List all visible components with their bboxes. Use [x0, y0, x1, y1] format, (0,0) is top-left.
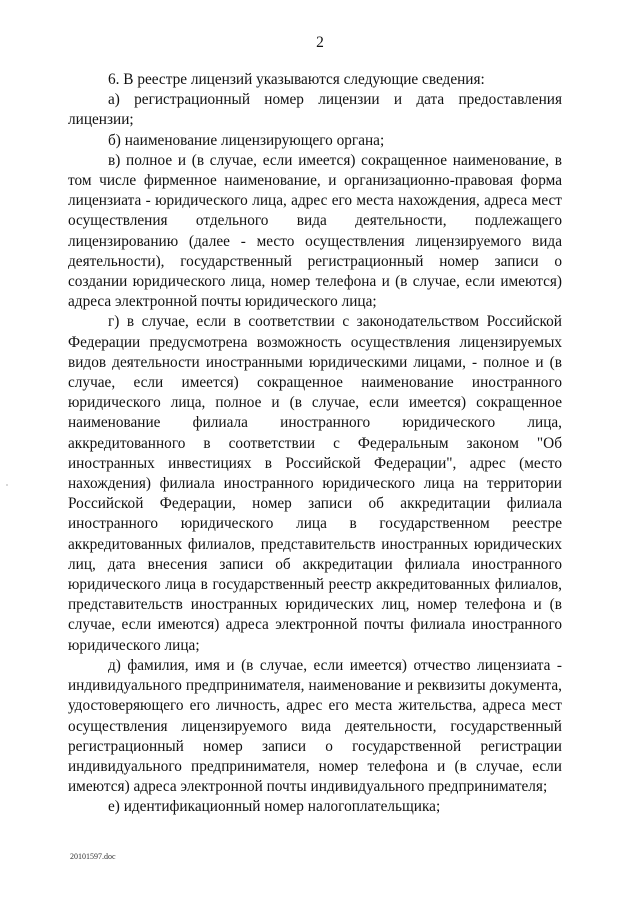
item-e: е) идентификационный номер налогоплательщика;: [108, 798, 441, 816]
item-b: б) наименование лицензирующего органа;: [108, 131, 385, 149]
page-number: 2: [316, 34, 324, 51]
item-v: в) полное и (в случае, если имеется) сокращенное наименование, в том числе фирменное наименование, и организационно-правовая форма лицензиата - юридического лица, адрес его места нахождения, адреса мест осуществления отдельного вида деятельности, подлежащего лицензированию (далее - место осуществления лицензируемого вида деятельности), государственный регистрационный номер записи о создании юридического лица, номер телефона и (в случае, если имеются) адреса электронной почты юридического лица;: [68, 151, 562, 311]
item-g: г) в случае, если в соответствии с законодательством Российской Федерации предусмотрена возможность осуществления лицензируемых видов деятельности иностранными юридическими лицами, - полное и (в случае, если имеется) сокращенное наименование иностранного юридического лица, полное и (в случае, если имеется) сокращенное наименование филиала иностранного юридического лица, аккредитованного в соответствии с Федеральным законом "Об иностранных инвестициях в Российской Федерации", адрес (место нахождения) филиала иностранного юридического лица на территории Российской Федерации, номер записи об аккредитации филиала иностранного юридического лица в государственном реестре аккредитованных филиалов, представительств иностранных юридических лиц, дата внесения записи об аккредитации филиала иностранного юридического лица в государственный реестр аккредитованных филиалов, представительств иностранных юридических лиц, номер телефона и (в случае, если имеются) адреса электронной почты филиала иностранного юридического лица;: [68, 313, 562, 654]
document-body: [68, 70, 562, 818]
item-a: а) регистрационный номер лицензии и дата предоставления лицензии;: [68, 91, 562, 129]
scan-speck: [6, 484, 8, 486]
footer-filename: 20101597.doc: [70, 852, 116, 861]
item-d: д) фамилия, имя и (в случае, если имеется) отчество лицензиата - индивидуального предпринимателя, наименование и реквизиты документа, удостоверяющего его личность, адрес его места жительства, адреса мест осуществления лицензируемого вида деятельности, государственный регистрационный номер записи о государственной регистрации индивидуального предпринимателя, номер телефона и (в случае, если имеются) адреса электронной почты индивидуального предпринимателя;: [68, 656, 562, 796]
paragraph-6-intro: 6. В реестре лицензий указываются следующие сведения:: [108, 71, 485, 88]
